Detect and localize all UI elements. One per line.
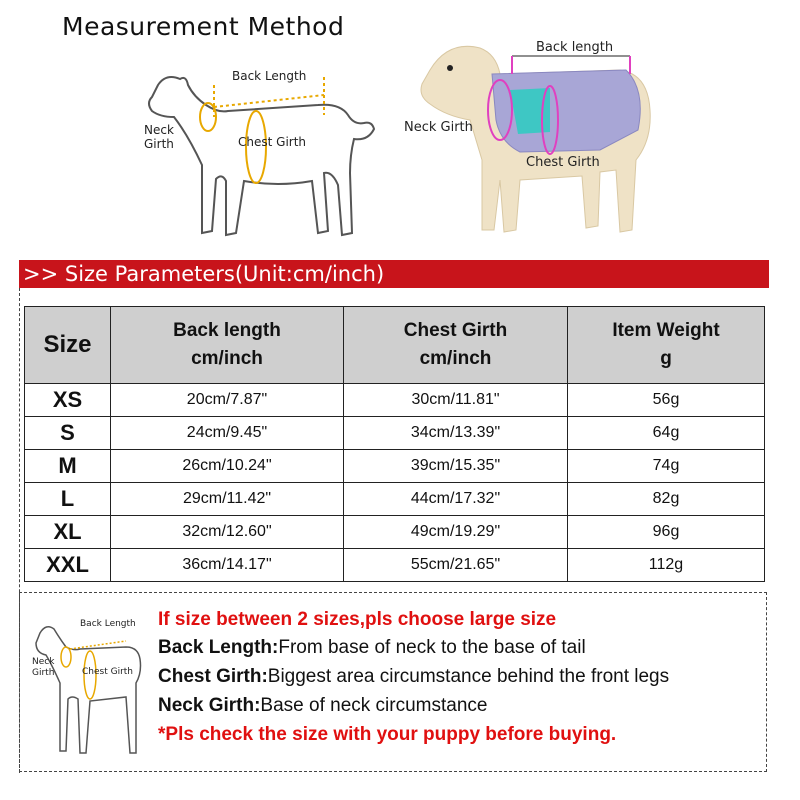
neck-girth-label-line1: Neck: [144, 123, 174, 137]
header-size-text: Size: [43, 331, 92, 358]
dog-vest-icon: [400, 30, 660, 245]
small-dog-diagram: [30, 613, 150, 763]
header-chest-girth: [344, 307, 568, 384]
back-length-label-right: Back length: [536, 40, 614, 55]
weight-cell: 74g: [568, 450, 765, 483]
page-title: Measurement Method: [62, 12, 345, 41]
chest-girth-label-right: Chest Girth: [526, 155, 600, 170]
chest-girth-note-label: Chest Girth:: [158, 666, 268, 687]
table-row: [25, 417, 765, 450]
header-size: [25, 307, 111, 384]
size-cell: XXL: [25, 549, 111, 582]
back-cell: 26cm/10.24": [111, 450, 344, 483]
small-neck-label-line2: Girth: [32, 668, 55, 678]
size-cell: M: [25, 450, 111, 483]
header-back-line1: Back length: [173, 320, 281, 341]
chest-cell: 55cm/21.65": [344, 549, 568, 582]
header-chest-line2: cm/inch: [419, 348, 492, 369]
size-cell: XL: [25, 516, 111, 549]
chest-girth-label: Chest Girth: [238, 135, 307, 149]
header-item-weight: [568, 307, 765, 384]
weight-cell: 56g: [568, 384, 765, 417]
back-cell: 24cm/9.45": [111, 417, 344, 450]
header-weight-line1: Item Weight: [612, 320, 720, 341]
header-back-line2: cm/inch: [191, 348, 263, 369]
size-cell: S: [25, 417, 111, 450]
back-length-note: [158, 637, 586, 659]
neck-girth-note-text: Base of neck circumstance: [260, 695, 488, 716]
small-neck-label-line1: Neck: [32, 657, 55, 667]
back-cell: 20cm/7.87": [111, 384, 344, 417]
chest-girth-note-text: Biggest area circumstance behind the front legs: [267, 666, 670, 687]
table-row: [25, 516, 765, 549]
chest-cell: 49cm/19.29": [344, 516, 568, 549]
table-row: [25, 549, 765, 582]
size-tip: If size between 2 sizes,pls choose large size: [158, 609, 557, 630]
chest-girth-note: [158, 666, 669, 688]
neck-girth-note-label: Neck Girth:: [158, 695, 261, 716]
weight-cell: 112g: [568, 549, 765, 582]
dog-outline-diagram: [128, 55, 388, 255]
table-header-row: [25, 307, 765, 384]
header-chest-line1: Chest Girth: [403, 320, 508, 341]
weight-cell: 82g: [568, 483, 765, 516]
weight-cell: 96g: [568, 516, 765, 549]
back-cell: 36cm/14.17": [111, 549, 344, 582]
size-parameters-banner: >> Size Parameters(Unit:cm/inch): [19, 260, 769, 288]
chest-cell: 34cm/13.39": [344, 417, 568, 450]
back-cell: 32cm/12.60": [111, 516, 344, 549]
size-table: [24, 306, 765, 582]
neck-girth-label-line2: Girth: [144, 137, 174, 151]
table-row: [25, 450, 765, 483]
table-row: [25, 384, 765, 417]
dog-vest-diagram: [400, 30, 660, 245]
small-chest-label: Chest Girth: [82, 667, 134, 677]
chest-cell: 30cm/11.81": [344, 384, 568, 417]
table-row: [25, 483, 765, 516]
neck-girth-label-right: Neck Girth: [404, 120, 473, 135]
weight-cell: 64g: [568, 417, 765, 450]
chest-cell: 39cm/15.35": [344, 450, 568, 483]
neck-girth-note: [158, 695, 487, 717]
header-weight-line2: g: [660, 348, 672, 369]
back-length-note-label: Back Length:: [158, 637, 279, 658]
size-warning: *Pls check the size with your puppy before buying.: [158, 724, 617, 745]
back-length-note-text: From base of neck to the base of tail: [278, 637, 586, 658]
small-back-length-label: Back Length: [80, 619, 136, 629]
size-cell: XS: [25, 384, 111, 417]
back-cell: 29cm/11.42": [111, 483, 344, 516]
chest-cell: 44cm/17.32": [344, 483, 568, 516]
header-back-length: [111, 307, 344, 384]
dog-outline-icon: [128, 55, 388, 255]
size-cell: L: [25, 483, 111, 516]
back-length-label: Back Length: [232, 69, 307, 83]
small-dog-outline-icon: [30, 613, 150, 763]
